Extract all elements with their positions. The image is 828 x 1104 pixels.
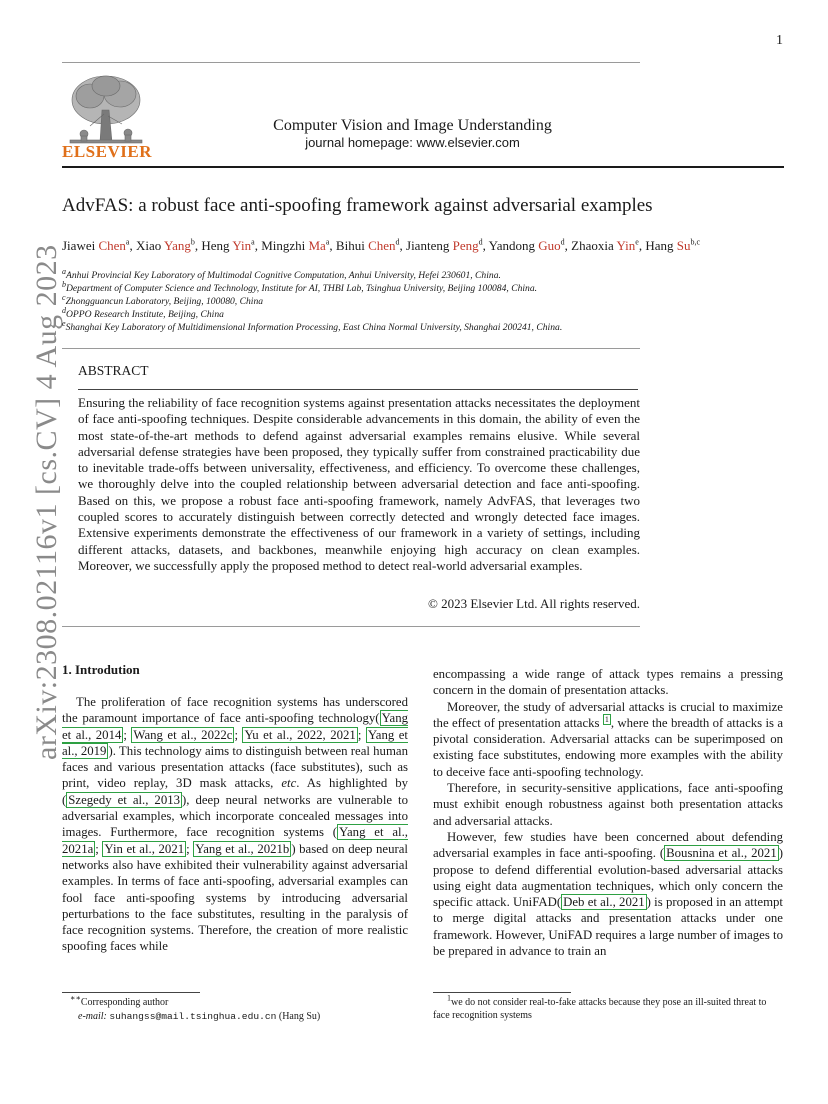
arxiv-identifier: arXiv:2308.02116v1 [cs.CV] 4 Aug 2023 (30, 244, 63, 760)
abstract-top-rule (62, 348, 640, 349)
paragraph: However, few studies have been concerned about defending adversarial examples in face anti-spoofing. ( Bousnina et al., 2021 ) propose to defend differential evolution-based adversarial attacks using eight data augmentation techniques, which only concern the specific attack. UniFAD( Deb et al., 2021 ) is proposed in an attempt to merge digital attacks and presentation attacks under one framework. However, UniFAD requires a large number of images to be prepared in advance to train an (433, 829, 783, 959)
author: Heng Yin$^a$ (201, 237, 255, 253)
left-column (62, 694, 408, 955)
page-number: 1 (776, 33, 783, 48)
paragraph: The proliferation of face recognition systems has underscored the paramount importance of face anti-spoofing technology( Yang et al., 2014 ; Wang et al., 2022c ; Yu et al., 2022, 2021 ; Yang et al., 2019 ). This technology aims to distinguish between real human faces and various presentation attacks (face substitutes), such as print, video replay, 3D mask attacks, etc. As highlighted by ( Szegedy et al., 2013 ), deep neural networks are vulnerable to adversarial examples, which incorporate concealed messages into images. Furthermore, face recognition systems ( Yang et al., 2021a ; Yin et al., 2021 ; Yang et al., 2021b ) based on deep neural networks also have exhibited their vulnerability against adversarial examples. In terms of face anti-spoofing, adversarial examples can fool face anti-spoofing systems by introducing adversarial perturbations to the face substitutes, resulting in the paralysis of face recognition systems. Therefore, the creation of more realistic spoofing faces while (62, 695, 409, 954)
author: Jiawei Chen$^a$ (62, 237, 130, 253)
citation-link[interactable]: Szegedy et al., 2013 (68, 792, 181, 807)
author: Xiao Yang$^b$ (135, 237, 195, 253)
paragraph: Moreover, the study of adversarial attacks is crucial to maximize the effect of presentation attacks $^1$ , where the breadth of attacks is a pivotal consideration. Adversarial attacks can be superimposed on existing face substitutes, endowing more examples with the ability to deceive face anti-spoofing technology. (433, 699, 784, 779)
header-top-rule (62, 62, 640, 63)
citation-link[interactable]: Bousnina et al., 2021 (666, 846, 777, 861)
citation-link[interactable]: Yu et al., 2022, 2021 (244, 727, 356, 742)
affiliation-item: $^b$Department of Computer Science and Technology, Institute for AI, THBI Lab, Tsinghua University, Beijing 100084, China. (62, 279, 538, 295)
footnote-1: $^1$we do not consider real-to-fake attacks because they pose an ill-suited threat to face recognition systems (433, 993, 767, 1021)
affiliation-item: $^e$Shanghai Key Laboratory of Multidimensional Information Processing, East China Normal University, Shanghai 200241, China. (62, 319, 563, 334)
publisher-wordmark: ELSEVIER (62, 142, 152, 161)
author: Zhaoxia Yin$^e$ (571, 237, 639, 253)
right-column (433, 666, 783, 959)
author: Yandong Guo$^d$ (488, 237, 565, 253)
journal-homepage: journal homepage: www.elsevier.com (305, 135, 520, 150)
citation-link[interactable]: Deb et al., 2021 (563, 895, 645, 910)
email-address[interactable]: suhangss@mail.tsinghua.edu.cn (109, 1011, 277, 1022)
header-thick-rule (62, 166, 784, 168)
abstract-heading-rule (78, 389, 638, 390)
citation-link[interactable]: Yang et al., 2021b (195, 841, 290, 856)
corresponding-author-note: ∗∗Corresponding author (70, 993, 169, 1008)
citation-link[interactable]: Yang et al., 2021a (62, 825, 408, 856)
paper-title: AdvFAS: a robust face anti-spoofing framework against adversarial examples (62, 195, 653, 216)
affiliation-item: $^d$OPPO Research Institute, Beijing, China (62, 306, 224, 321)
footnote-link[interactable]: 1 (604, 714, 609, 724)
copyright-notice: © 2023 Elsevier Ltd. All rights reserved. (427, 596, 640, 611)
journal-name: Computer Vision and Image Understanding (273, 117, 552, 134)
abstract-bottom-rule (62, 626, 640, 627)
abstract-text: Ensuring the reliability of face recognition systems against presentation attacks necessitates the deployment of face anti-spoofing techniques. Despite considerable advancements in this domain, the ability of even the most state-of-the-art methods to defend against adversarial examples remains elusive. While several adversarial defense strategies have been proposed, they typically suffer from constrained practicability due to inevitable trade-offs between universality, effectiveness, and efficiency. To overcome these challenges, we thoroughly delve into the coupled relationship between adversarial detection and face anti-spoofing. Based on this, we propose a robust face anti-spoofing framework, namely AdvFAS, that leverages two coupled scores to accurately distinguish between correctly detected and wrongly detected face images. Extensive experiments demonstrate the effectiveness of our framework in a variety of settings, including different attacks, datasets, and backbones, meanwhile enjoying high accuracy on clean examples. Moreover, we successfully apply the proposed method to detect real-world adversarial examples. (78, 395, 640, 573)
citation-link[interactable]: Yang et al., 2019 (62, 727, 408, 758)
affiliation-item: $^c$Zhongguancun Laboratory, Beijing, 100080, China (62, 293, 264, 308)
affiliation-item: $^a$Anhui Provincial Key Laboratory of Multimodal Cognitive Computation, Anhui University, Hefei 230601, China. (62, 266, 501, 281)
author: Jianteng Peng$^d$ (406, 237, 483, 253)
citation-link[interactable]: Yang et al., 2014 (62, 711, 408, 742)
affiliations (62, 266, 563, 334)
author-list: Jiawei Chen$^a$, Xiao Yang$^b$, Heng Yin$^a$, Mingzhi Ma$^a$, Bihui Chen$^d$, Jianteng Peng$^d$, Yandong Guo$^d$, Zhaoxia Yin$^e$, Hang Su$^{b,c}$ (62, 237, 701, 253)
arxiv-sidebar (0, 244, 63, 760)
author: Bihui Chen$^d$ (335, 237, 400, 253)
paragraph: Therefore, in security-sensitive applications, face anti-spoofing must exhibit enough robustness against both presentation attacks and adversarial attacks. (433, 781, 783, 828)
abstract-heading: ABSTRACT (78, 363, 149, 378)
footnote-rule-left (62, 992, 200, 993)
section-heading: 1. Introdution (62, 662, 140, 677)
paragraph: encompassing a wide range of attack types remains a pressing concern in the domain of presentation attacks. (433, 667, 783, 698)
author: Mingzhi Ma$^a$ (261, 237, 330, 253)
citation-link[interactable]: Yin et al., 2021 (104, 841, 185, 856)
citation-link[interactable]: Wang et al., 2022c (133, 727, 233, 742)
footnote-rule-right (433, 992, 571, 993)
email-note: e-mail: suhangss@mail.tsinghua.edu.cn (Hang Su) (78, 1011, 321, 1022)
author: Hang Su$^{b,c}$ (645, 237, 701, 253)
